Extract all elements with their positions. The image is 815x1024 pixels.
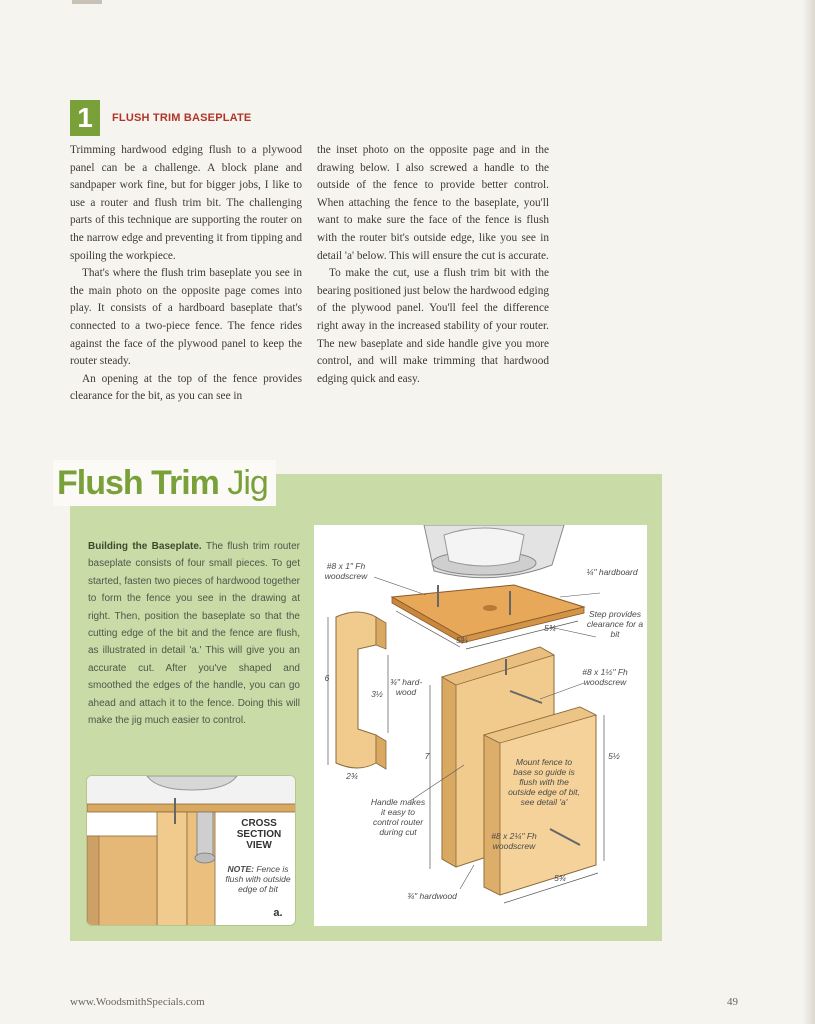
label-screw-1: #8 x 1" Fh woodscrew: [324, 561, 368, 581]
exploded-drawing-illustration: [314, 525, 647, 926]
section-title: FLUSH TRIM BASEPLATE: [112, 112, 252, 124]
dim-5-1-2: 5½: [608, 751, 620, 761]
cross-section-title: CROSS SECTION VIEW: [236, 818, 282, 851]
jig-title-light: Jig: [227, 464, 268, 502]
label-handle: Handle makes it easy to control router during cut: [370, 797, 426, 837]
top-edge-mark: [72, 0, 102, 4]
note-label: NOTE:: [227, 864, 254, 874]
dim-7: 7: [424, 751, 430, 761]
label-hardwood-bottom: ¾" hardwood: [407, 891, 457, 901]
page-edge-shadow: [803, 0, 815, 1024]
label-screw-2: #8 x 1½" Fh woodscrew: [582, 667, 628, 687]
jig-title-bold: Flush Trim: [57, 464, 219, 502]
step-number-badge: 1: [70, 100, 100, 136]
dim-6: 6: [324, 673, 330, 683]
cross-section-inset: [86, 775, 296, 926]
paragraph: To make the cut, use a flush trim bit with the bearing positioned just below the hardwood edging of the plywood panel. You'll feel the difference right away in the increased stability of your router. The new baseplate and side handle give you more control, and will make trimming that hardwood edging quick and easy.: [317, 267, 549, 385]
label-step: Step provides clearance for a bit: [586, 609, 644, 639]
inset-note: [225, 864, 291, 894]
detail-letter: a.: [273, 907, 283, 919]
label-hardboard: ¼" hardboard: [586, 567, 638, 577]
dim-5-3-4-a: 5¾: [456, 635, 468, 645]
dim-3-1-2: 3½: [371, 689, 383, 699]
label-screw-3: #8 x 2¼" Fh woodscrew: [491, 831, 537, 851]
jig-caption: [88, 538, 300, 729]
paragraph: the inset photo on the opposite page and in the drawing below. I also screwed a handle to the outside of the fence to provide better control. When attaching the fence to the baseplate, you'll want to make sure the face of the fence is flush with the router bit's outside edge, like you see in detail 'a' below. This will ensure the cut is accurate.: [317, 144, 549, 262]
jig-title: [53, 460, 276, 506]
page-number: 49: [727, 996, 738, 1008]
label-hardwood-inner: ¾" hard-wood: [389, 677, 423, 697]
caption-heading: Building the Baseplate.: [88, 541, 202, 552]
footer-url: www.WoodsmithSpecials.com: [70, 996, 205, 1008]
paragraph: That's where the flush trim baseplate you see in the main photo on the opposite page comes into play. It consists of a hardboard baseplate that's connected to a two-piece fence. The fence rides against the face of the plywood panel to keep the router steady.: [70, 267, 302, 368]
label-mount: Mount fence to base so guide is flush with the outside edge of bit, see detail 'a': [508, 757, 580, 807]
paragraph: Trimming hardwood edging flush to a plywood panel can be a challenge. A block plane and sandpaper work fine, but for bigger jobs, I like to use a router and flush trim bit. The challenging parts of this technique are supporting the router on the narrow edge and preventing it from tipping and spoiling the workpiece.: [70, 144, 302, 262]
cross-section-illustration: [87, 776, 296, 926]
note-text: Fence is flush with outside edge of bit: [225, 864, 291, 894]
paragraph: An opening at the top of the fence provides clearance for the bit, as you can see in: [70, 372, 302, 403]
dim-2-3-4: 2¾: [346, 771, 358, 781]
section-heading: [70, 100, 251, 136]
dim-5-3-4-c: 5¾: [554, 873, 566, 883]
caption-body: The flush trim router baseplate consists of four small pieces. To get started, fasten two pieces of hardwood together to form the fence you see in the drawing at right. Then, position the baseplate so that the cutting edge of the bit and the fence are flush, as illustrated in detail 'a.' This will give you an accurate cut. After you've shaped and smoothed the edges of the handle, you can go ahead and attach it to the fence. Doing this will make the jig much easier to control.: [88, 541, 300, 727]
dim-5-3-4-b: 5¾: [544, 623, 556, 633]
right-column: [317, 142, 549, 388]
exploded-drawing: [314, 525, 647, 926]
left-column: [70, 142, 302, 406]
